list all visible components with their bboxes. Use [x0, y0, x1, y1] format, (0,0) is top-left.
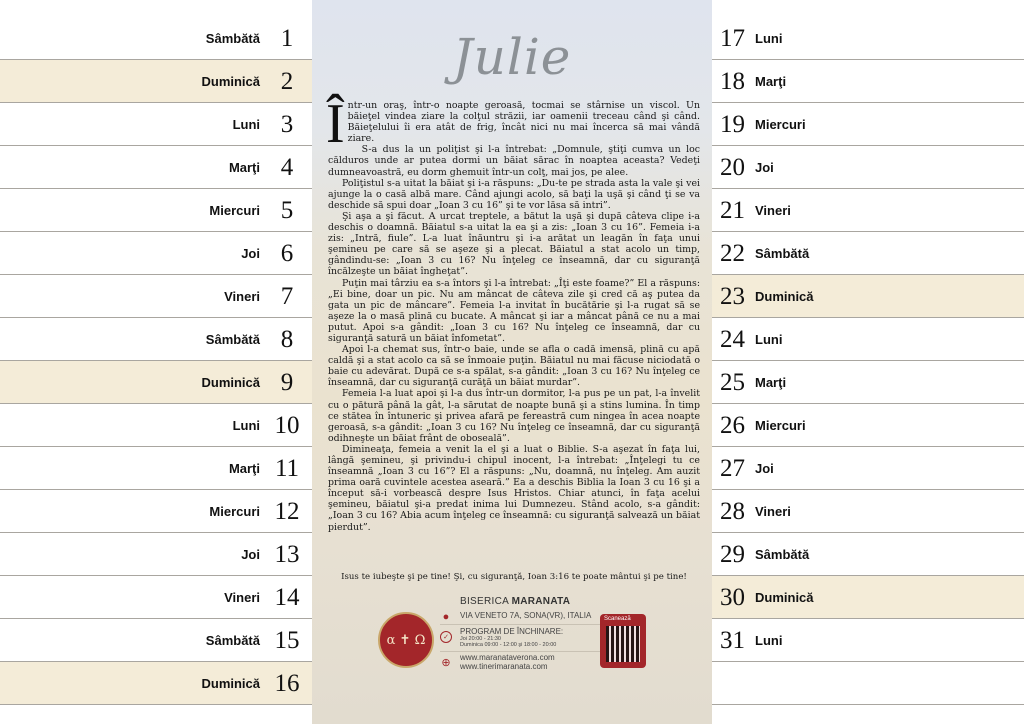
day-number: 21 [720, 196, 745, 224]
day-row [712, 533, 1024, 576]
program-block: ✓ PROGRAM DE ÎNCHINARE: Joi 20:00 - 21:30 Duminica 09:00 - 12:00 şi 18:00 - 20:00 [442, 627, 602, 648]
day-name: Sâmbătă [205, 331, 260, 347]
day-row [0, 447, 312, 490]
story-paragraph: Femeia l-a luat apoi şi l-a dus într-un dormitor, l-a pus pe un pat, l-a învelit cu o pătură până la gât, l-a sărutat de noapte bună şi a stins lumina. În timp ce stătea în întuneric şi privea afară pe fereastră cum ningea în acea noapte geroasă, s-a gândit: „Ioan 3 cu 16? Nu înţeleg ce înseamnă, dar cu siguranţă odihneşte un băiat frânt de oboseală”. [328, 388, 700, 444]
day-row [712, 619, 1024, 662]
day-name: Vineri [224, 589, 260, 605]
day-row [712, 103, 1024, 146]
day-name: Sâmbătă [755, 546, 810, 562]
day-name: Marţi [755, 73, 787, 89]
day-number: 8 [280, 325, 294, 353]
day-name: Marţi [228, 460, 260, 476]
day-name: Miercuri [755, 417, 806, 433]
divider [440, 624, 600, 625]
day-number: 28 [720, 497, 745, 525]
dropcap: Î [326, 93, 345, 155]
story-paragraph: S-a dus la un poliţist şi l-a întrebat: „Domnule, ştiţi cumva un loc călduros unde ar putea dormi un băiat sărac în noaptea aceasta? Vedeţi dumneavoastră, eu dorm ghemuit într-un colţ, mai jos, pe alee. [328, 144, 700, 178]
location-pin-icon: ● [442, 611, 450, 623]
day-number: 17 [720, 24, 745, 52]
day-number: 9 [280, 368, 294, 396]
day-name: Luni [755, 30, 783, 46]
day-number: 6 [280, 239, 294, 267]
church-name: BISERICA MARANATA [460, 596, 571, 607]
story-text [326, 93, 700, 533]
day-row [712, 60, 1024, 103]
day-number: 16 [274, 669, 300, 697]
day-number: 5 [280, 196, 294, 224]
day-row [712, 189, 1024, 232]
address-block: ● VIA VENETO 7A, SONA(VR), ITALIA [442, 611, 602, 620]
day-name: Joi [755, 460, 774, 476]
day-name: Luni [232, 417, 260, 433]
day-row [712, 232, 1024, 275]
day-name: Luni [232, 116, 260, 132]
day-name: Sâmbătă [205, 632, 260, 648]
day-name: Duminică [755, 288, 814, 304]
day-row [712, 576, 1024, 619]
day-number: 20 [720, 153, 745, 181]
day-row [0, 619, 312, 662]
day-number: 29 [720, 540, 745, 568]
day-name: Vineri [755, 202, 791, 218]
day-number: 10 [274, 411, 300, 439]
day-number: 31 [720, 626, 745, 654]
day-number: 3 [280, 110, 294, 138]
day-name: Duminică [201, 374, 260, 390]
website-link[interactable]: www.maranataverona.com [460, 653, 555, 662]
day-row [0, 189, 312, 232]
day-number: 15 [274, 626, 300, 654]
day-row [0, 318, 312, 361]
story-paragraph: Poliţistul s-a uitat la băiat şi i-a răspuns: „Du-te pe strada asta la vale şi vei ajunge la o casă albă mare. Când ajungi acolo, să baţi la uşă şi când ţi se va deschide să spui doar „Ioan 3 cu 16” şi te vor lăsa să intri”. [328, 177, 700, 211]
qr-code-icon [606, 626, 640, 662]
day-number: 7 [280, 282, 294, 310]
day-row [0, 576, 312, 619]
story-panel [312, 0, 712, 724]
day-row [0, 232, 312, 275]
day-row [712, 404, 1024, 447]
day-name: Miercuri [755, 116, 806, 132]
day-row [0, 404, 312, 447]
qr-code[interactable]: Scanează [600, 614, 646, 668]
day-name: Vineri [224, 288, 260, 304]
day-row [712, 662, 1024, 705]
day-name: Luni [755, 632, 783, 648]
day-number: 12 [274, 497, 300, 525]
day-row [0, 60, 312, 103]
day-number: 26 [720, 411, 745, 439]
day-number: 13 [274, 540, 300, 568]
day-row [712, 447, 1024, 490]
day-name: Miercuri [209, 202, 260, 218]
day-row [712, 361, 1024, 404]
story-paragraph: Apoi l-a chemat sus, într-o baie, unde se afla o cadă imensă, plină cu apă caldă şi a stat acolo ca să se înmoaie puţin. Băiatul nu mai făcuse niciodată o baie cu adevărat. După ce s-a spălat, s-a gândit: „Ioan 3 cu 16? Nu înţeleg ce înseamnă, dar cu siguranţă curăţă un băiat murdar”. [328, 344, 700, 389]
day-name: Duminică [755, 589, 814, 605]
story-paragraph: Într-un oraş, într-o noapte geroasă, tocmai se stârnise un viscol. Un băieţel vindea ziare la colţul străzii, iar oamenii treceau când şi când. Băieţelului îi era atât de frig, încât nici nu mai încerca să mai vândă ziare. [326, 93, 700, 155]
day-number: 11 [274, 454, 300, 482]
websites-block [442, 653, 602, 671]
day-name: Joi [241, 245, 260, 261]
story-paragraph: Dimineaţa, femeia a venit la el şi a luat o Biblie. S-a aşezat în faţa lui, lângă şemineu, şi privindu-i chipul inocent, l-a întrebat: „Înţelegi tu ce înseamnă „Ioan 3 cu 16”? El a răspuns: „Nu, doamnă, nu înţeleg. Am auzit prima oară cuvintele acestea aseară.” Ea a deschis Biblia la Ioan 3 cu 16 şi a început să-i vorbească despre Isus Hristos. Chiar atunci, în faţa acelui şemineu, băiatul şi-a predat inima lui Dumnezeu. Stând acolo, s-a gândit: „Ioan 3 cu 16? Abia acum înţeleg ce înseamnă: cu siguranţă salvează un băiat pierdut”. [328, 443, 700, 533]
day-number: 2 [280, 67, 294, 95]
divider [440, 651, 600, 652]
day-row [712, 17, 1024, 60]
day-name: Joi [241, 546, 260, 562]
day-row [0, 275, 312, 318]
day-name: Joi [755, 159, 774, 175]
day-row [0, 17, 312, 60]
website-link[interactable]: www.tinerimaranata.com [460, 662, 548, 671]
day-row [0, 490, 312, 533]
day-row [0, 533, 312, 576]
day-name: Luni [755, 331, 783, 347]
church-seal-logo: α ✝ Ω [378, 612, 434, 668]
day-number: 18 [720, 67, 745, 95]
day-number: 19 [720, 110, 745, 138]
day-name: Duminică [201, 675, 260, 691]
day-number: 24 [720, 325, 745, 353]
day-row [0, 103, 312, 146]
day-number: 22 [720, 239, 745, 267]
church-footer [312, 594, 712, 674]
day-row [0, 146, 312, 189]
clock-icon: ✓ [440, 631, 452, 643]
story-paragraph: Şi aşa a şi făcut. A urcat treptele, a bătut la uşă şi după câteva clipe i-a deschis o doamnă. Băiatul s-a uitat la ea şi a zis: „Ioan 3 cu 16”. Femeia i-a zis: „Intră, fiule”. L-a luat înăuntru şi i-a arătat un leagăn în faţa unui şemineu pe care să se aşeze şi a plecat. Băiatul a stat acolo un timp, gândindu-se: „Ioan 3 cu 16? Nu înţeleg ce înseamnă, dar cu siguranţă încălzeşte un băiat îngheţat”. [328, 210, 700, 278]
day-name: Marţi [228, 159, 260, 175]
day-number: 23 [720, 282, 745, 310]
day-name: Sâmbătă [205, 30, 260, 46]
calendar-days-left [0, 17, 312, 705]
day-name: Vineri [755, 503, 791, 519]
day-name: Marţi [755, 374, 787, 390]
day-number: 4 [280, 153, 294, 181]
day-name: Sâmbătă [755, 245, 810, 261]
day-number: 25 [720, 368, 745, 396]
day-number: 14 [274, 583, 300, 611]
day-row [712, 490, 1024, 533]
day-row [712, 318, 1024, 361]
day-row [712, 275, 1024, 318]
day-number: 1 [280, 24, 294, 52]
day-row [0, 662, 312, 705]
month-title: Julie [452, 28, 572, 86]
calendar-days-right [712, 17, 1024, 705]
day-row [0, 361, 312, 404]
day-row [712, 146, 1024, 189]
closing-line: Isus te iubeşte şi pe tine! Şi, cu siguranţă, Ioan 3:16 te poate mântui şi pe tine! [341, 572, 687, 582]
day-name: Duminică [201, 73, 260, 89]
day-name: Miercuri [209, 503, 260, 519]
day-number: 30 [720, 583, 745, 611]
story-paragraph: Puţin mai târziu ea s-a întors şi l-a întrebat: „Îţi este foame?” El a răspuns: „Ei bine, doar un pic. Nu am mâncat de câteva zile şi cred că aş putea da gata un pic de mâncare”. Femeia l-a invitat în bucătărie şi l-a rugat să se aşeze la o masă plină cu bucate. A mâncat şi iar a mâncat până ce nu a mai putut. Apoi s-a gândit: „Ioan 3 cu 16? Nu înţeleg ce înseamnă, dar cu siguranţă satură un băiat înfometat”. [328, 277, 700, 344]
day-number: 27 [720, 454, 745, 482]
globe-icon: ⊕ [441, 656, 451, 669]
